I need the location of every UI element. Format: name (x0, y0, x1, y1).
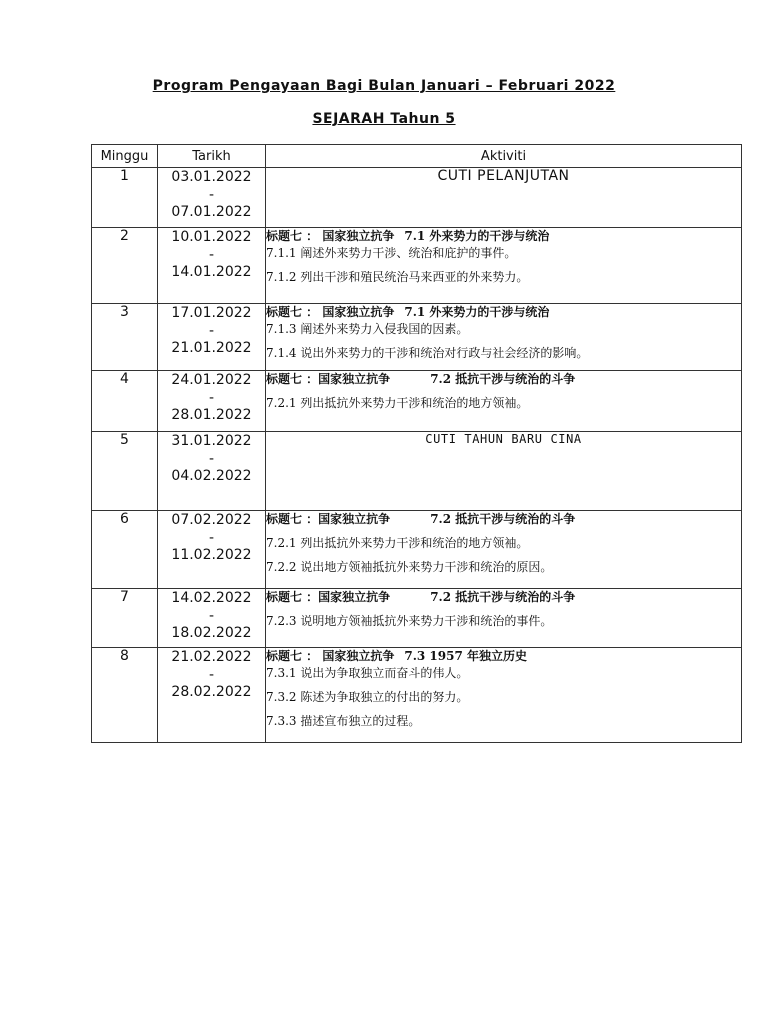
topic-heading: 标题七 ： 国家独立抗争 7.1 外来势力的干涉与统治 (266, 305, 550, 319)
activity-item: 7.2.2 说出地方领袖抵抗外来势力干涉和统治的原因。 (266, 560, 553, 574)
activity-item: 7.3.3 描述宣布独立的过程。 (266, 714, 421, 728)
topic-heading: 标题七 ：国家独立抗争 7.2 抵抗干涉与统治的斗争 (266, 512, 576, 526)
end-date: 28.01.2022 (171, 407, 252, 423)
end-date: 14.01.2022 (171, 264, 252, 280)
end-date: 07.01.2022 (171, 204, 252, 220)
activity-cell (266, 371, 742, 432)
activity-item: 7.3.2 陈述为争取独立的付出的努力。 (266, 690, 469, 704)
activity-item: 7.3.1 说出为争取独立而奋斗的伟人。 (266, 666, 469, 680)
start-date: 14.02.2022 (171, 590, 252, 606)
table-row (92, 648, 742, 743)
week-number: 4 (92, 371, 158, 432)
header-tarikh: Tarikh (158, 145, 266, 168)
table-row (92, 432, 742, 511)
date-dash: - (208, 530, 215, 546)
date-range (158, 589, 266, 648)
table-row (92, 371, 742, 432)
activity-item: 7.2.1 列出抵抗外来势力干涉和统治的地方领袖。 (266, 396, 529, 410)
activity-item: 7.2.3 说明地方领袖抵抗外来势力干涉和统治的事件。 (266, 614, 553, 628)
holiday-label: CUTI PELANJUTAN (266, 168, 742, 228)
start-date: 21.02.2022 (171, 649, 252, 665)
table-row (92, 304, 742, 371)
header-minggu: Minggu (92, 145, 158, 168)
activity-cell (266, 511, 742, 589)
date-dash: - (208, 187, 215, 203)
table-header-row (92, 145, 742, 168)
start-date: 24.01.2022 (171, 372, 252, 388)
start-date: 17.01.2022 (171, 305, 252, 321)
topic-heading: 标题七 ： 国家独立抗争 7.3 1957 年独立历史 (266, 649, 527, 663)
activity-item: 7.1.2 列出干涉和殖民统治马来西亚的外来势力。 (266, 270, 529, 284)
topic-heading: 标题七 ：国家独立抗争 7.2 抵抗干涉与统治的斗争 (266, 590, 576, 604)
header-aktiviti: Aktiviti (266, 145, 742, 168)
activity-item: 7.1.1 阐述外来势力干涉、统治和庇护的事件。 (266, 246, 517, 260)
document-title: Program Pengayaan Bagi Bulan Januari – Februari 2022 (152, 78, 616, 94)
activity-item: 7.1.3 阐述外来势力入侵我国的因素。 (266, 322, 469, 336)
topic-heading: 标题七 ：国家独立抗争 7.2 抵抗干涉与统治的斗争 (266, 372, 576, 386)
date-range (158, 648, 266, 743)
end-date: 18.02.2022 (171, 625, 252, 641)
end-date: 28.02.2022 (171, 684, 252, 700)
topic-heading: 标题七 ： 国家独立抗争 7.1 外来势力的干涉与统治 (266, 229, 550, 243)
activity-cell (266, 589, 742, 648)
table-row (92, 168, 742, 228)
holiday-label: CUTI TAHUN BARU CINA (266, 432, 742, 511)
start-date: 07.02.2022 (171, 512, 252, 528)
start-date: 03.01.2022 (171, 169, 252, 185)
end-date: 04.02.2022 (171, 468, 252, 484)
week-number: 5 (92, 432, 158, 511)
table-row (92, 511, 742, 589)
date-range (158, 371, 266, 432)
end-date: 11.02.2022 (171, 547, 252, 563)
activity-cell (266, 304, 742, 371)
date-dash: - (208, 608, 215, 624)
week-number: 7 (92, 589, 158, 648)
date-dash: - (208, 247, 215, 263)
date-dash: - (208, 451, 215, 467)
document-subtitle: SEJARAH Tahun 5 (312, 111, 456, 127)
schedule-table (91, 144, 742, 743)
date-dash: - (208, 390, 215, 406)
week-number: 2 (92, 228, 158, 304)
table-row (92, 228, 742, 304)
start-date: 10.01.2022 (171, 229, 252, 245)
date-range (158, 168, 266, 228)
date-range (158, 304, 266, 371)
date-dash: - (208, 323, 215, 339)
activity-cell (266, 228, 742, 304)
end-date: 21.01.2022 (171, 340, 252, 356)
activity-item: 7.2.1 列出抵抗外来势力干涉和统治的地方领袖。 (266, 536, 529, 550)
week-number: 3 (92, 304, 158, 371)
week-number: 8 (92, 648, 158, 743)
date-range (158, 432, 266, 511)
week-number: 1 (92, 168, 158, 228)
table-row (92, 589, 742, 648)
date-range (158, 228, 266, 304)
activity-cell (266, 648, 742, 743)
activity-item: 7.1.4 说出外来势力的干涉和统治对行政与社会经济的影响。 (266, 346, 589, 360)
date-range (158, 511, 266, 589)
week-number: 6 (92, 511, 158, 589)
date-dash: - (208, 667, 215, 683)
start-date: 31.01.2022 (171, 433, 252, 449)
